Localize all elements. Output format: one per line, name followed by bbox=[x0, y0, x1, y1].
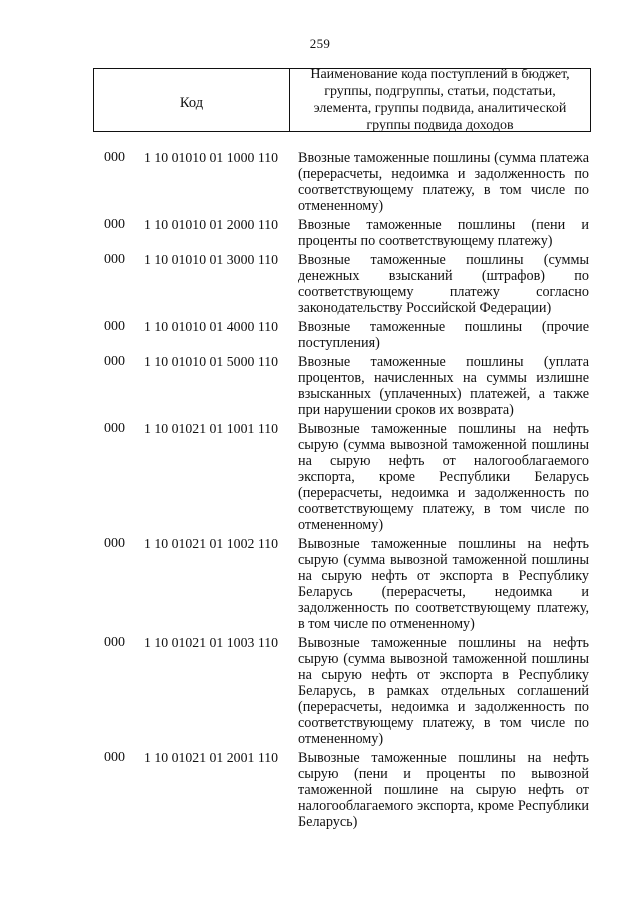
admin-code: 000 bbox=[104, 635, 125, 650]
revenue-name: Вывозные таможенные пошлины на нефть сырую (пени и проценты по вывозной таможенной пошлине на сырую нефть от налогооблагаемого экспорта, кроме Республики Беларусь) bbox=[298, 750, 589, 830]
admin-code: 000 bbox=[104, 319, 125, 334]
table-row bbox=[0, 536, 640, 632]
table-header bbox=[93, 68, 591, 132]
table-row bbox=[0, 150, 640, 214]
revenue-name: Вывозные таможенные пошлины на нефть сырую (сумма вывозной таможенной пошлины на сырую нефть от налогооблагаемого экспорта, кроме Республики Беларусь (перерасчеты, недоимка и задолженность по соответствующему платежу, в том числе по отмененному) bbox=[298, 421, 589, 533]
revenue-code: 1 10 01010 01 5000 110 bbox=[144, 354, 279, 369]
revenue-code: 1 10 01021 01 1003 110 bbox=[144, 635, 279, 650]
admin-code: 000 bbox=[104, 750, 125, 765]
revenue-name: Ввозные таможенные пошлины (пени и проценты по соответствующему платежу) bbox=[298, 217, 589, 249]
admin-code: 000 bbox=[104, 421, 125, 436]
table-body bbox=[0, 150, 640, 833]
table-row bbox=[0, 319, 640, 351]
revenue-code: 1 10 01021 01 2001 110 bbox=[144, 750, 279, 765]
table-row bbox=[0, 635, 640, 747]
header-name-cell: Наименование кода поступлений в бюджет, группы, подгруппы, статьи, подстатьи, элемента, группы подвида, аналитической группы подвида доходов bbox=[310, 67, 570, 133]
page-number: 259 bbox=[309, 36, 331, 51]
revenue-name: Вывозные таможенные пошлины на нефть сырую (сумма вывозной таможенной пошлины на сырую нефть от экспорта в Республику Беларусь, в рамках отдельных соглашений (перерасчеты, недоимка и задолженность по соответствующему платежу, в том числе по отмененному) bbox=[298, 635, 589, 747]
header-code-cell: Код bbox=[94, 69, 290, 131]
revenue-name: Ввозные таможенные пошлины (уплата процентов, начисленных на суммы излишне взысканных (уплаченных) платежей, а также при нарушении сроков их возврата) bbox=[298, 354, 589, 418]
revenue-code: 1 10 01010 01 3000 110 bbox=[144, 252, 279, 267]
revenue-name: Ввозные таможенные пошлины (прочие поступления) bbox=[298, 319, 589, 351]
revenue-name: Ввозные таможенные пошлины (суммы денежных взысканий (штрафов) по соответствующему платежу согласно законодательству Российской Федерации) bbox=[298, 252, 589, 316]
revenue-code: 1 10 01010 01 1000 110 bbox=[144, 150, 279, 165]
admin-code: 000 bbox=[104, 536, 125, 551]
table-row bbox=[0, 252, 640, 316]
revenue-code: 1 10 01021 01 1002 110 bbox=[144, 536, 279, 551]
revenue-code: 1 10 01010 01 4000 110 bbox=[144, 319, 279, 334]
revenue-code: 1 10 01021 01 1001 110 bbox=[144, 421, 279, 436]
table-row bbox=[0, 217, 640, 249]
revenue-code: 1 10 01010 01 2000 110 bbox=[144, 217, 279, 232]
admin-code: 000 bbox=[104, 150, 125, 165]
table-row bbox=[0, 354, 640, 418]
revenue-name: Вывозные таможенные пошлины на нефть сырую (сумма вывозной таможенной пошлины на сырую нефть от экспорта в Республику Беларусь (перерасчеты, недоимка и задолженность по соответствующему платежу, в том числе по отмененному) bbox=[298, 536, 589, 632]
admin-code: 000 bbox=[104, 354, 125, 369]
table-row bbox=[0, 421, 640, 533]
admin-code: 000 bbox=[104, 217, 125, 232]
table-row bbox=[0, 750, 640, 830]
revenue-name: Ввозные таможенные пошлины (сумма платежа (перерасчеты, недоимка и задолженность по соответствующему платежу, в том числе по отмененному) bbox=[298, 150, 589, 214]
admin-code: 000 bbox=[104, 252, 125, 267]
